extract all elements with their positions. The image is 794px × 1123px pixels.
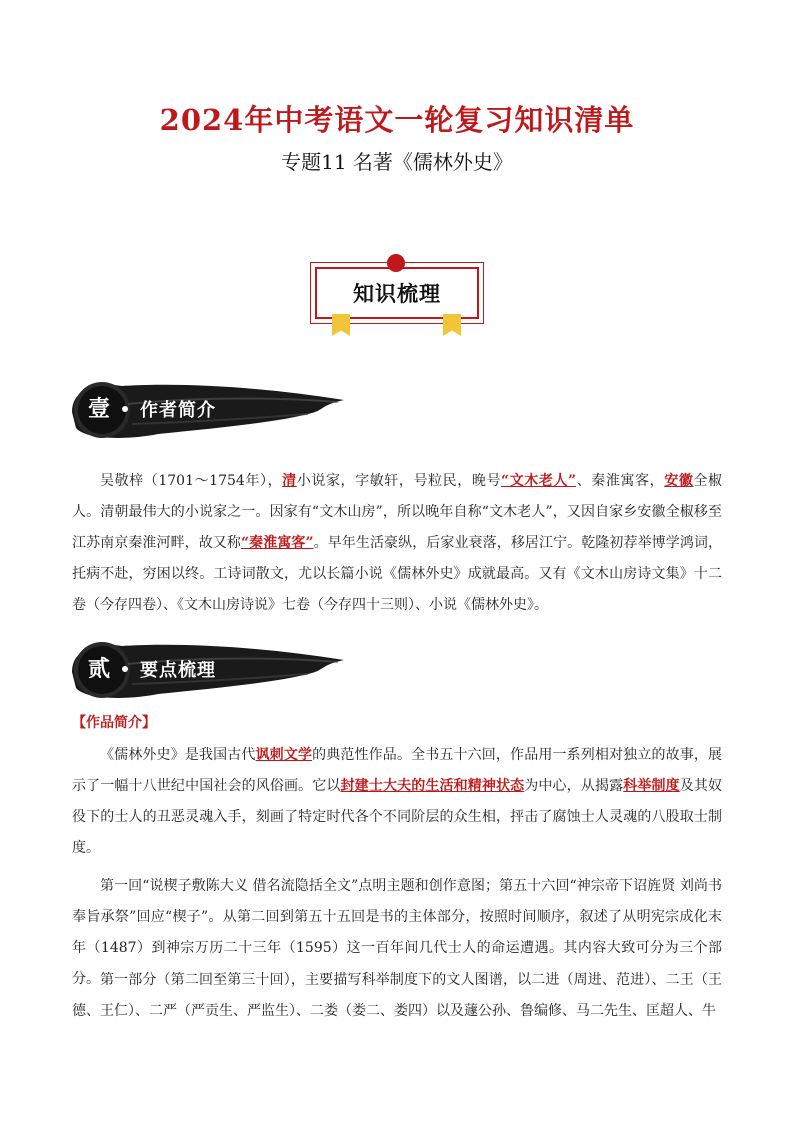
works-intro-tag: 【作品简介】	[72, 715, 156, 731]
badge-red-dot-icon	[387, 254, 405, 272]
works-text-2: 的典范性作品。全书五十六回，作品用一系列相对独立的故事，展示了一幅十八世纪中国社会的风俗画。它以	[72, 747, 723, 794]
badge-inner-frame	[315, 267, 479, 319]
section-title: 要点梳理	[140, 660, 216, 681]
author-text-5: 。早年生活豪纵，后家业衰落，移居江宁。乾隆初荐举博学鸿词，托病不赴，穷困以终。工诗词散文，尤以长篇小说《儒林外史》成就最高。又有《文木山房诗文集》十二卷（今存四卷）、《文木山房诗说》七卷（今存四十三则）、小说《儒林外史》。	[72, 535, 722, 613]
highlight-exam-system: 科举制度	[623, 778, 680, 794]
author-paragraph	[72, 466, 722, 621]
section-heading-keypoints	[68, 638, 348, 702]
highlight-anhui: 安徽	[664, 473, 694, 489]
highlight-feudal: 封建士大夫的生活和精神状态	[340, 778, 525, 794]
highlight-satire: 讽刺文学	[255, 747, 313, 763]
works-text-4: 及其奴役下的士人的丑恶灵魂入手，刻画了特定时代各个不同阶层的众生相，抨击了腐蚀士人灵魂的八股取士制度。	[72, 778, 723, 856]
bullet-dot-icon	[122, 406, 128, 412]
author-text-3: 、秦淮寓客，	[576, 473, 665, 489]
author-text-1: 吴敬梓（1701～1754年），	[100, 473, 283, 489]
knowledge-badge	[310, 262, 484, 324]
ribbon-right-icon	[443, 314, 461, 336]
works-paragraph-1	[72, 740, 722, 864]
author-text-4: 全椒人。清朝最伟大的小说家之一。因家有“文木山房”，所以晚年自称“文木老人”，又因自家乡安徽全椒移至江苏南京秦淮河畔，故又称	[72, 473, 723, 551]
works-paragraph-2: 第一回“说楔子敷陈大义 借名流隐括全文”点明主题和创作意图；第五十六回“神宗帝下诏旌贤 刘尚书奉旨承祭”回应“楔子”。从第二回到第五十五回是书的主体部分，按照时间顺序，叙述了从明宪宗成化末年（1487）到神宗万历二十三年（1595）这一百年间几代士人的命运遭遇。其内容大致可分为三个部分。	[72, 878, 722, 987]
highlight-qing: 清	[282, 473, 297, 489]
highlight-wenmu: “文木老人”	[501, 473, 577, 489]
page-subtitle: 专题11 名著《儒林外史》	[281, 150, 513, 174]
section-title: 作者简介	[140, 400, 216, 421]
works-paragraph-3: 第一部分（第二回至第三十回），主要描写科举制度下的文人图谱，以二进（周进、范进）、二王（王德、王仁）、二严（严贡生、严监生）、二娄（娄二、娄四）以及蘧公孙、鲁编修、马二先生、匡超人、牛	[72, 972, 722, 1019]
section-number: 壹	[88, 397, 111, 422]
section-heading-author	[68, 378, 348, 442]
section-number: 贰	[88, 657, 111, 682]
highlight-qinhuai: “秦淮寓客”	[241, 535, 314, 551]
ribbon-left-icon	[332, 314, 350, 336]
author-text-2: 小说家，字敏轩，号粒民，晚号	[296, 473, 502, 489]
works-text-1: 《儒林外史》是我国古代	[100, 747, 256, 763]
page-title: 2024年中考语文一轮复习知识清单	[159, 103, 635, 137]
works-text-3: 为中心，从揭露	[524, 778, 624, 794]
badge-label: 知识梳理	[353, 282, 441, 306]
bullet-dot-icon	[122, 666, 128, 672]
